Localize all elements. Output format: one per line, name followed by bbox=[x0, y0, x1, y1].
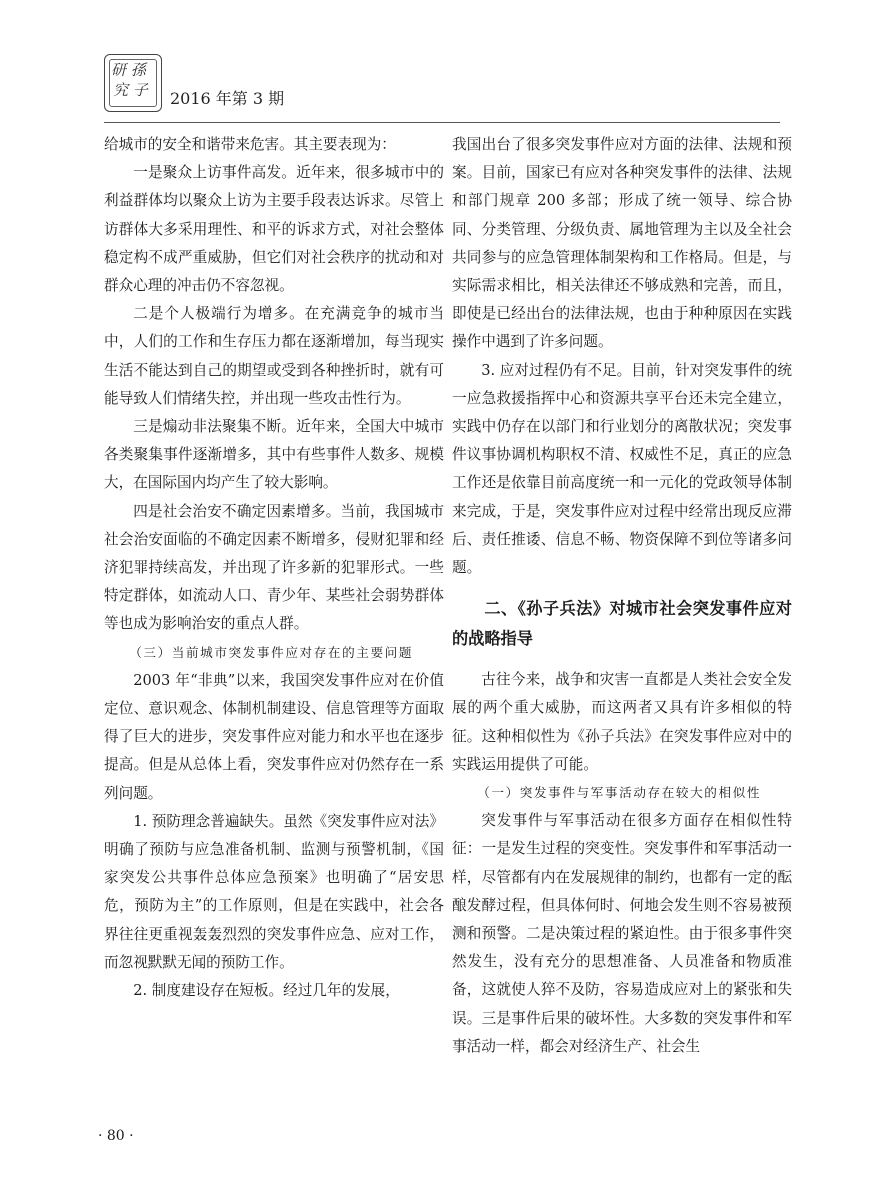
subsection-heading: （一）突发事件与军事活动存在较大的相似性 bbox=[477, 785, 762, 801]
paragraph: 3. 应对过程仍有不足。目前，针对突发事件的统一应急救援指挥中心和资源共享平台还未完全建立，实践中仍存在以部门和行业划分的离散状况；突发事件议事协调机构职权不清、权威性不足，真正的应急工作还是依靠目前高度统一和一元化的党政领导体制来完成，于是，突发事件应对过程中经常出现反应滞后、责任推诿、信息不畅、物资保障不到位等诸多问题。 bbox=[452, 361, 792, 577]
paragraph: 四是社会治安不确定因素增多。当前，我国城市社会治安面临的不确定因素不断增多，侵财犯罪和经济犯罪持续高发，并出现了许多新的犯罪形式。一些特定群体，如流动人口、青少年、某些社会弱势群体等也成为影响治安的重点人群。 bbox=[104, 502, 444, 633]
paragraph: 二是个人极端行为增多。在充满竞争的城市当中，人们的工作和生存压力都在逐渐增加，每当现实生活不能达到自己的期望或受到各种挫折时，就有可能导致人们情绪失控，并出现一些攻击性行为。 bbox=[104, 305, 444, 407]
subsection-heading: （三）当前城市突发事件应对存在的主要问题 bbox=[129, 644, 414, 660]
paragraph: 突发事件与军事活动在很多方面存在相似性特征：一是发生过程的突变性。突发事件和军事活动一样，尽管都有内在发展规律的制约，也都有一定的酝酿发酵过程，但具体何时、何地会发生则不容易被预测和预警。二是决策过程的紧迫性。由于很多事件突然发生，没有充分的思想准备、人员准备和物质准备，这就使人猝不及防，容易造成应对上的紧张和失误。三是事件后果的破坏性。大多数的突发事件和军事活动一样，都会对经济生产、社会生 bbox=[452, 812, 792, 1055]
paragraph: 2003 年“非典”以来，我国突发事件应对在价值定位、意识观念、体制机制建设、信息管理等方面取得了巨大的进步，突发事件应对能力和水平也在逐步提高。但是从总体上看，突发事件应对仍然存在一系列问题。 bbox=[104, 671, 444, 802]
paragraph: 古往今来，战争和灾害一直都是人类社会安全发展的两个重大威胁，而这两者又具有许多相似的特征。这种相似性为《孙子兵法》在突发事件应对中的实践运用提供了可能。 bbox=[452, 671, 792, 773]
paragraph: 一是聚众上访事件高发。近年来，很多城市中的利益群体均以聚众上访为主要手段表达诉求。尽管上访群体大多采用理性、和平的诉求方式，对社会整体稳定构不成严重威胁，但它们对社会秩序的扰动和对群众心理的冲击仍不容忽视。 bbox=[104, 164, 444, 295]
left-column bbox=[104, 131, 444, 1005]
journal-logo bbox=[104, 54, 162, 112]
right-column bbox=[452, 131, 792, 1061]
page-number: · 80 · bbox=[98, 1128, 134, 1144]
section-heading: 二、《孙子兵法》对城市社会突发事件应对的战略指导 bbox=[452, 599, 792, 649]
paragraph: 三是煽动非法聚集不断。近年来，全国大中城市各类聚集事件逐渐增多，其中有些事件人数多、规模大，在国际国内均产生了较大影响。 bbox=[104, 418, 444, 492]
paragraph: 1. 预防理念普遍缺失。虽然《突发事件应对法》明确了预防与应急准备机制、监测与预警机制，《国家突发公共事件总体应急预案》也明确了“居安思危，预防为主”的工作原则，但是在实践中，社会各界往往更重视轰轰烈烈的突发事件应急、应对工作，而忽视默默无闻的预防工作。 bbox=[104, 812, 444, 971]
paragraph: 2. 制度建设存在短板。经过几年的发展， bbox=[133, 982, 400, 1000]
logo-text-line2: 究 子 bbox=[113, 81, 148, 99]
paragraph: 给城市的安全和谐带来危害。其主要表现为： bbox=[104, 136, 396, 153]
logo-text-line1: 研 孫 bbox=[111, 61, 146, 79]
header-rule bbox=[104, 122, 780, 123]
paragraph: 我国出台了很多突发事件应对方面的法律、法规和预案。目前，国家已有应对各种突发事件的法律、法规和部门规章 200 多部；形成了统一领导、综合协同、分类管理、分级负责、属地管理为主以及全社会共同参与的应急管理体制架构和工作格局。但是，与实际需求相比，相关法律还不够成熟和完善，而且，即使是已经出台的法律法规，也由于种种原因在实践操作中遇到了许多问题。 bbox=[452, 136, 792, 351]
issue-label: 2016 年第 3 期 bbox=[170, 89, 285, 108]
